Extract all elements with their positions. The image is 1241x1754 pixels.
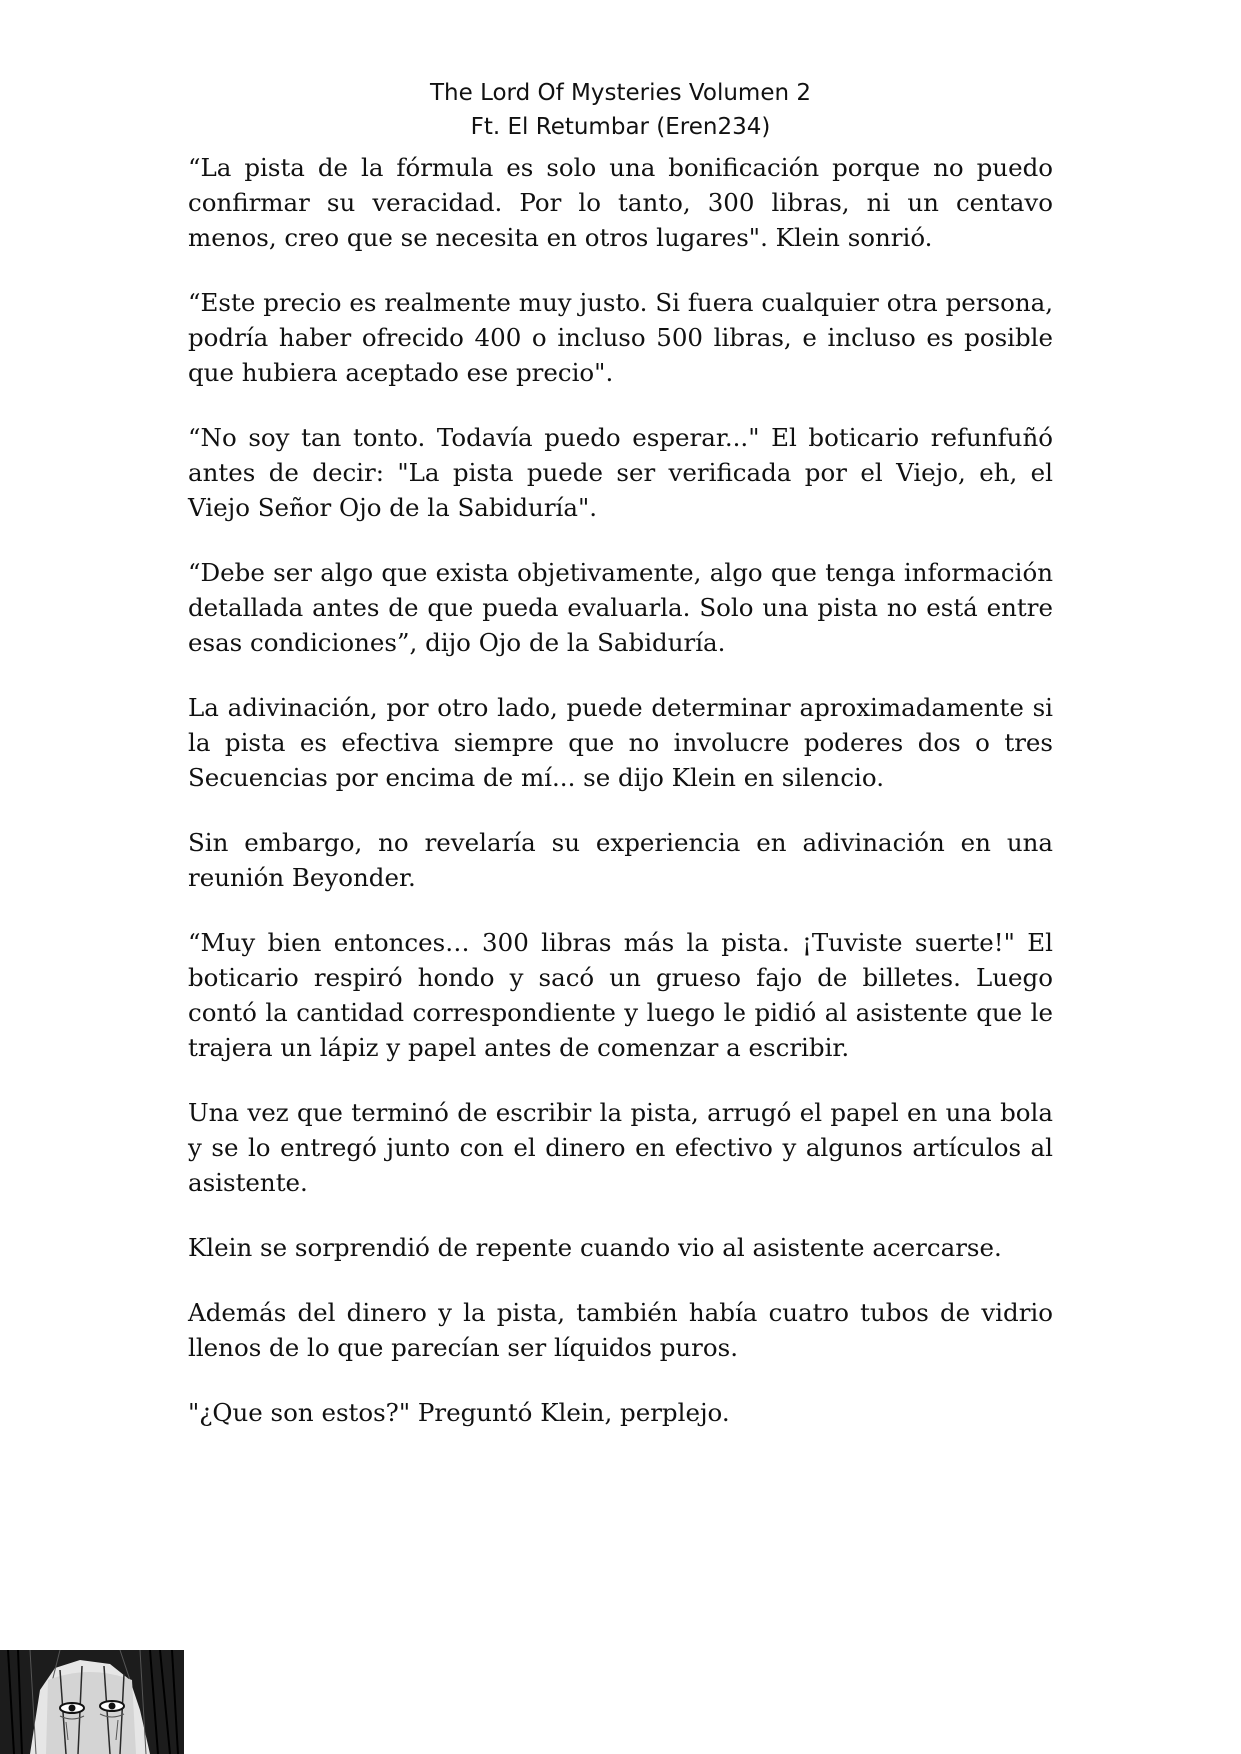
paragraph: “Muy bien entonces… 300 libras más la pista. ¡Tuviste suerte!" El boticario respiró hondo y sacó un grueso fajo de billetes. Luego contó la cantidad correspondiente y luego le pidió al asistente que le trajera un lápiz y papel antes de comenzar a escribir. xyxy=(188,928,1053,1062)
paragraph: Una vez que terminó de escribir la pista, arrugó el papel en una bola y se lo entregó junto con el dinero en efectivo y algunos artículos al asistente. xyxy=(188,1098,1053,1197)
paragraph: “La pista de la fórmula es solo una bonificación porque no puedo confirmar su veracidad. Por lo tanto, 300 libras, ni un centavo menos, creo que se necesita en otros lugares". Klein sonrió. xyxy=(188,153,1053,252)
paragraph: Klein se sorprendió de repente cuando vio al asistente acercarse. xyxy=(188,1233,1002,1262)
page-header xyxy=(0,76,1241,144)
paragraph: “No soy tan tonto. Todavía puedo esperar..." El boticario refunfuñó antes de decir: "La pista puede ser verificada por el Viejo, eh, el Viejo Señor Ojo de la Sabiduría". xyxy=(188,423,1053,522)
paragraph: La adivinación, por otro lado, puede determinar aproximadamente si la pista es efectiva siempre que no involucre poderes dos o tres Secuencias por encima de mí... se dijo Klein en silencio. xyxy=(188,693,1053,792)
paragraph: Además del dinero y la pista, también había cuatro tubos de vidrio llenos de lo que parecían ser líquidos puros. xyxy=(188,1298,1053,1362)
paragraph: “Este precio es realmente muy justo. Si fuera cualquier otra persona, podría haber ofrecido 400 o incluso 500 libras, e incluso es posible que hubiera aceptado ese precio". xyxy=(188,288,1053,387)
book-title: The Lord Of Mysteries Volumen 2 xyxy=(429,80,811,106)
body-text xyxy=(188,150,1053,1460)
paragraph: “Debe ser algo que exista objetivamente, algo que tenga información detallada antes de que pueda evaluarla. Solo una pista no está entre esas condiciones”, dijo Ojo de la Sabiduría. xyxy=(188,558,1053,657)
paragraph: "¿Que son estos?" Preguntó Klein, perplejo. xyxy=(188,1398,730,1427)
translator-credit: Ft. El Retumbar (Eren234) xyxy=(470,114,771,140)
paragraph: Sin embargo, no revelaría su experiencia en adivinación en una reunión Beyonder. xyxy=(188,828,1053,892)
character-portrait-image xyxy=(0,1650,184,1754)
